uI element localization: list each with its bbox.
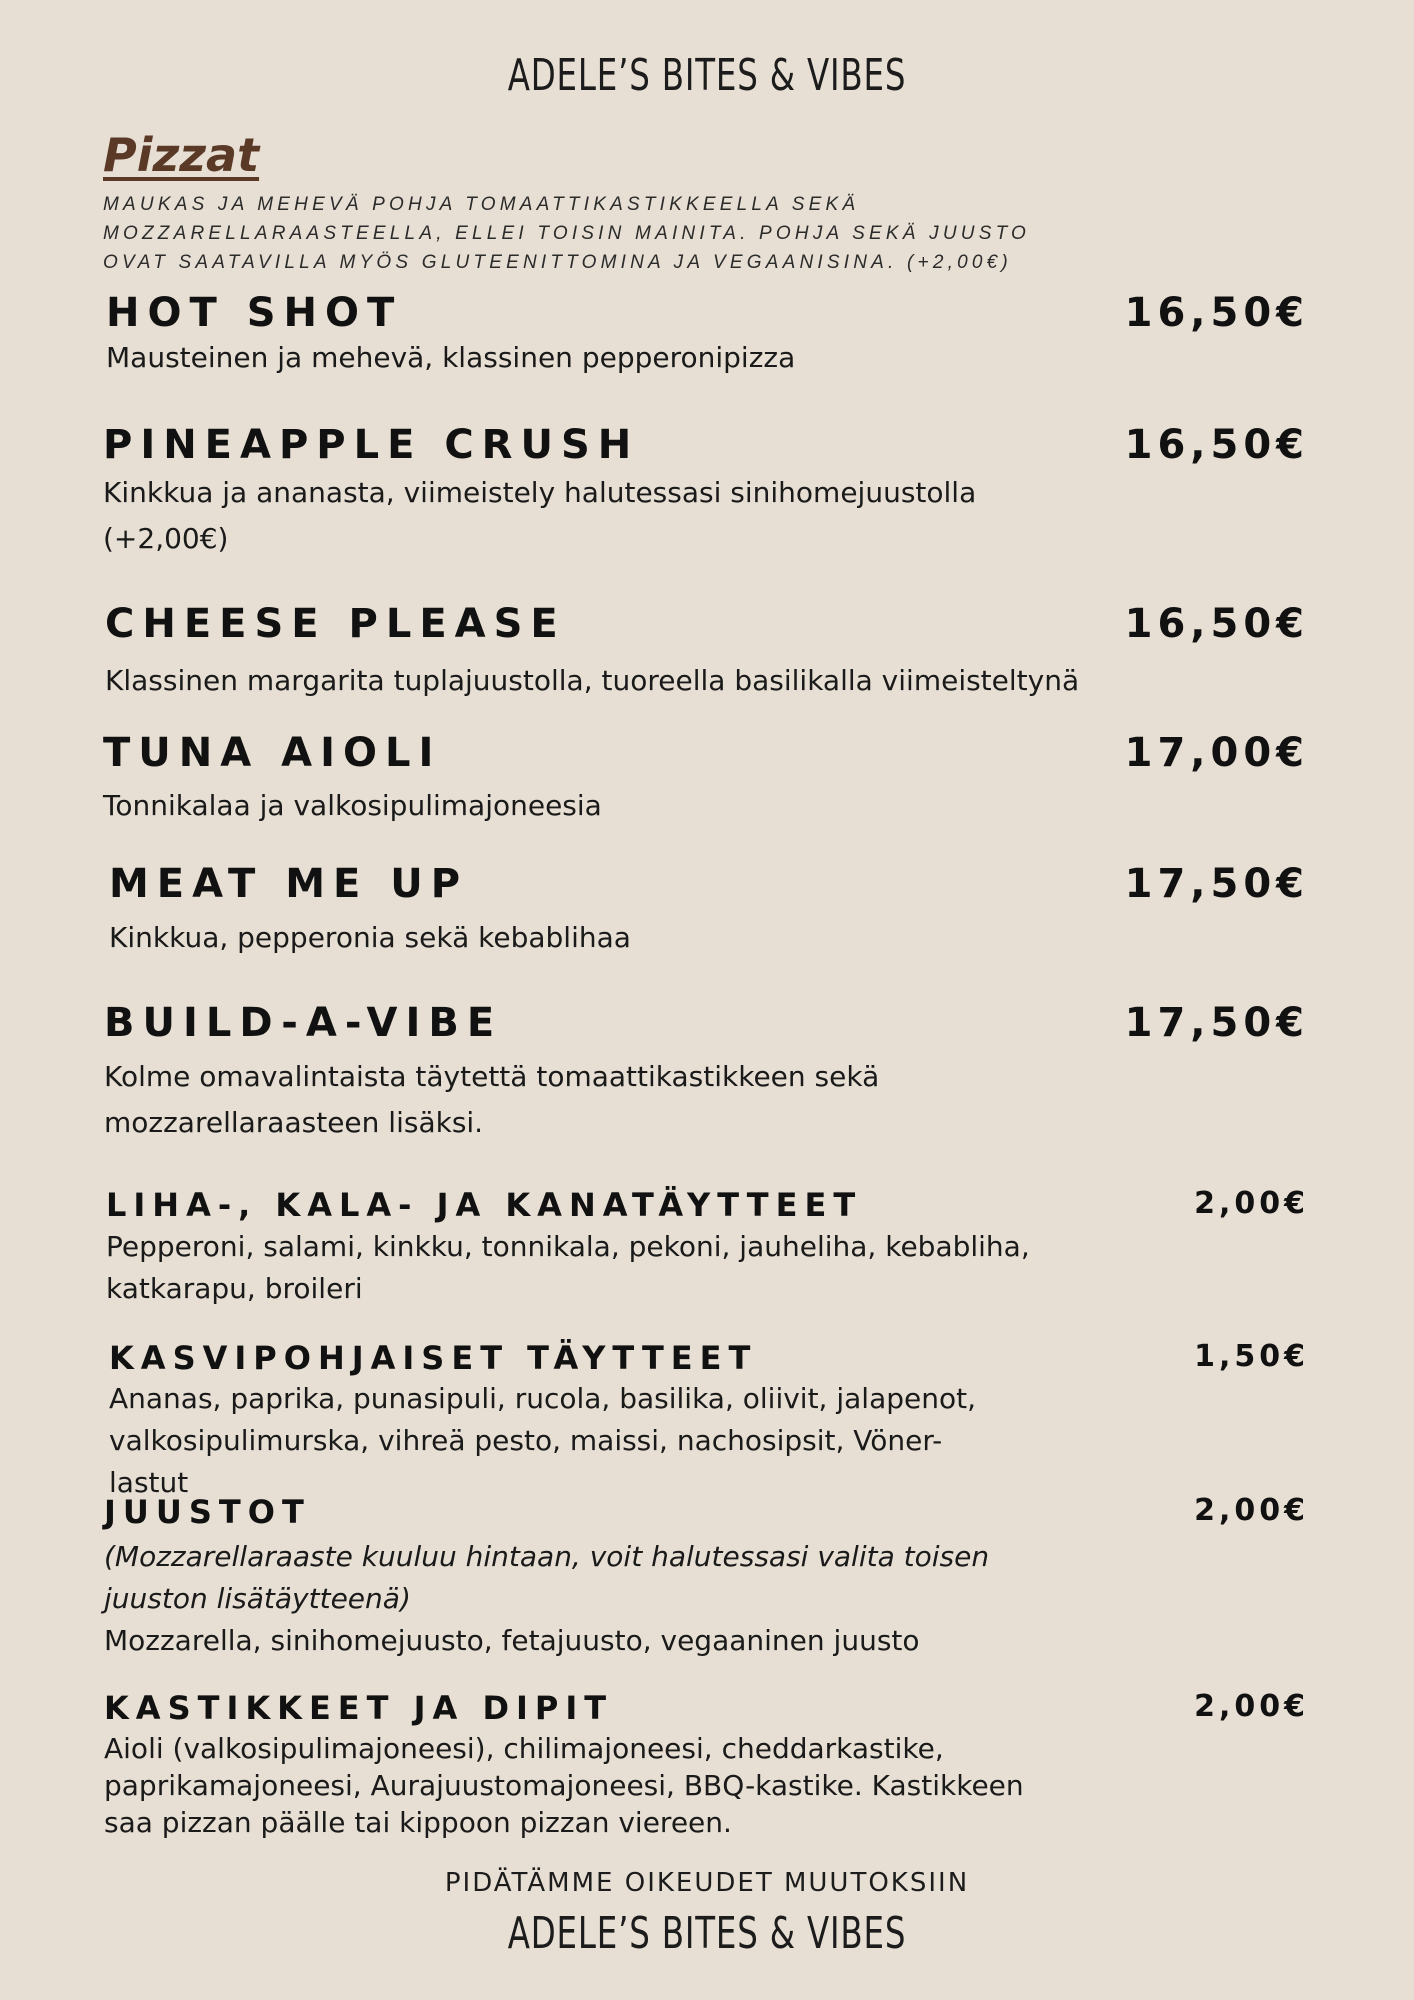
topping-group-price: 1,50€ (1194, 1339, 1309, 1374)
menu-item-description: Kinkkua, pepperonia sekä kebablihaa (109, 921, 631, 954)
menu-item-name: CHEESE PLEASE (105, 601, 566, 647)
menu-item-price: 17,00€ (1124, 730, 1309, 776)
menu-item-description: Kolme omavalintaista täytettä tomaattikastikkeen sekä mozzarellaraasteen lisäksi. (104, 1060, 880, 1139)
topping-group-name: KASVIPOHJAISET TÄYTTEET (109, 1339, 758, 1377)
topping-group-price: 2,00€ (1194, 1493, 1309, 1528)
restaurant-name-header: ADELE’S BITES & VIBES (507, 50, 907, 101)
menu-item-description: Tonnikalaa ja valkosipulimajoneesia (103, 789, 602, 822)
menu-item-description: Kinkkua ja ananasta, viimeistely halutessasi sinihomejuustolla (+2,00€) (103, 476, 977, 555)
topping-group-description: Aioli (valkosipulimajoneesi), chilimajoneesi, cheddarkastike, paprikamajoneesi, Aurajuustomajoneesi, BBQ-kastike. Kastikkeen saa pizzan päälle tai kippoon pizzan viereen. (104, 1732, 1024, 1839)
topping-group-name: LIHA-, KALA- JA KANATÄYTTEET (106, 1186, 863, 1224)
menu-item-description: Klassinen margarita tuplajuustolla, tuoreella basilikalla viimeisteltynä (105, 664, 1080, 697)
footer-note: PIDÄTÄMME OIKEUDET MUUTOKSIIN (444, 1868, 970, 1898)
menu-item-name: TUNA AIOLI (103, 730, 442, 776)
menu-item-name: MEAT ME UP (109, 861, 469, 907)
topping-group-name: KASTIKKEET JA DIPIT (104, 1689, 614, 1727)
topping-group-price: 2,00€ (1194, 1689, 1309, 1724)
menu-item-price: 16,50€ (1124, 290, 1309, 336)
topping-group-price: 2,00€ (1194, 1186, 1309, 1221)
restaurant-name-footer: ADELE’S BITES & VIBES (507, 1908, 907, 1959)
topping-group-description: Pepperoni, salami, kinkku, tonnikala, pekoni, jauheliha, kebabliha, katkarapu, broileri (106, 1230, 1030, 1305)
menu-item-name: HOT SHOT (106, 290, 403, 336)
topping-group-description: Mozzarella, sinihomejuusto, fetajuusto, vegaaninen juusto (104, 1624, 920, 1657)
topping-group-description: Ananas, paprika, punasipuli, rucola, basilika, oliivit, jalapenot, valkosipulimurska, vihreä pesto, maissi, nachosipsit, Vöner-lastut (109, 1382, 976, 1499)
topping-group-note: (Mozzarellaraaste kuuluu hintaan, voit halutessasi valita toisen juuston lisätäytteenä) (104, 1540, 990, 1615)
section-title: Pizzat (103, 128, 260, 182)
topping-group-name: JUUSTOT (104, 1493, 311, 1531)
section-intro: MAUKAS JA MEHEVÄ POHJA TOMAATTIKASTIKKEELLA SEKÄ MOZZARELLARAASTEELLA, ELLEI TOISIN MAINITA. POHJA SEKÄ JUUSTO OVAT SAATAVILLA MYÖS GLUTEENITTOMINA JA VEGAANISINA. (+2,00€) (103, 194, 1031, 273)
menu-item-name: PINEAPPLE CRUSH (103, 422, 640, 468)
menu-item-price: 16,50€ (1124, 422, 1309, 468)
menu-item-price: 16,50€ (1124, 601, 1309, 647)
menu-item-name: BUILD-A-VIBE (104, 1000, 503, 1046)
menu-item-description: Mausteinen ja mehevä, klassinen pepperonipizza (106, 341, 796, 374)
menu-item-price: 17,50€ (1124, 861, 1309, 907)
menu-item-price: 17,50€ (1124, 1000, 1309, 1046)
